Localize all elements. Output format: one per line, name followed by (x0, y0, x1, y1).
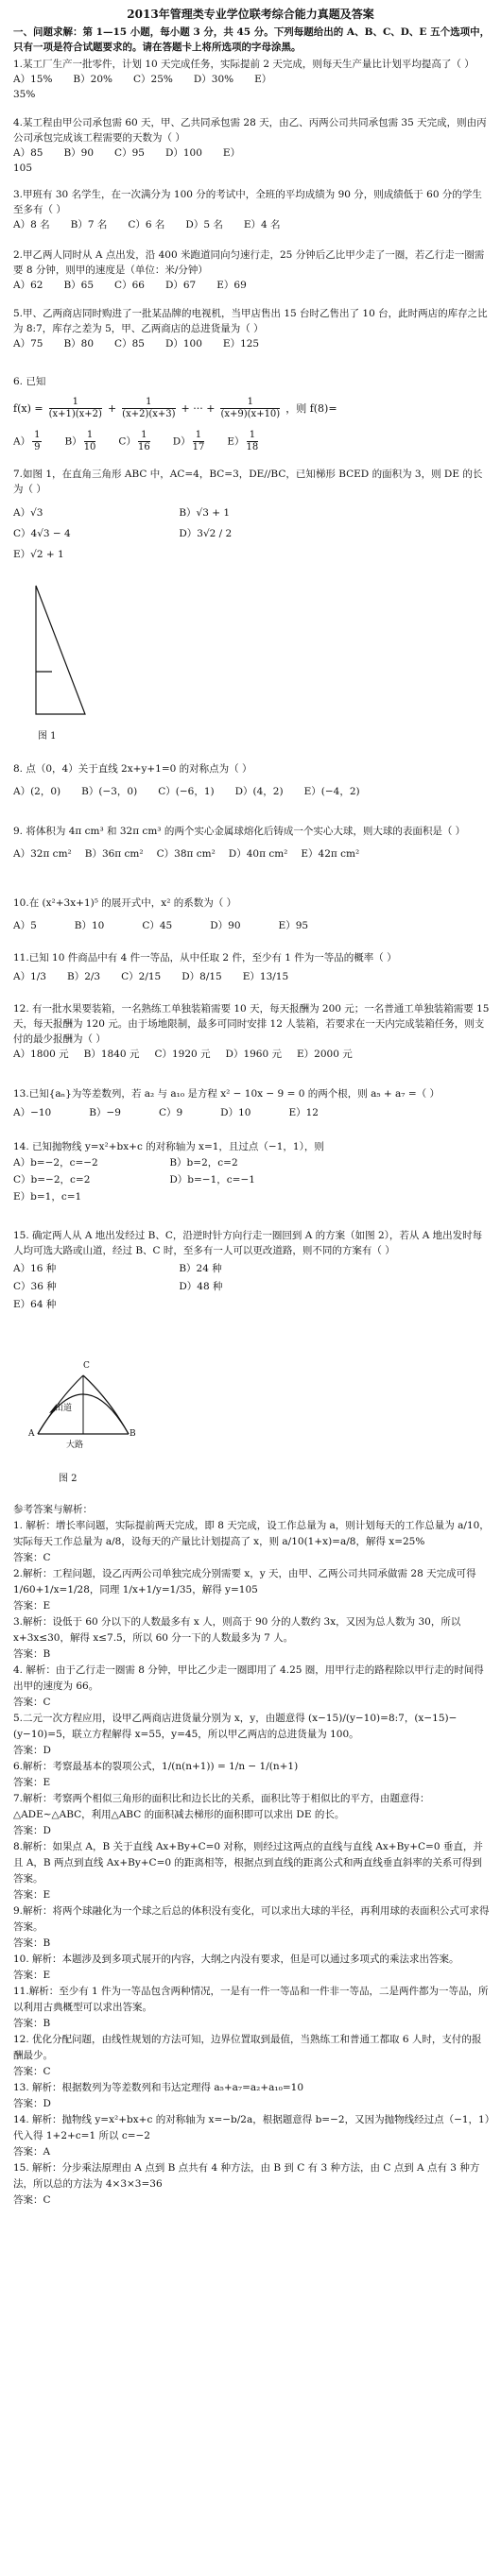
option: B）80 (63, 338, 95, 350)
option: B）20% (73, 74, 112, 85)
option: C）66 (114, 280, 145, 291)
option: D）48 种 (179, 1281, 223, 1292)
point-b-label: B (130, 1429, 136, 1439)
explanation: 4. 解析：由于乙行走一圈需 8 分钟，甲比乙少走一圈即用了 4.25 圈，用甲行走的路程除以甲行走的时间得出甲的速度为 66。 (13, 1664, 484, 1692)
option: D）10 (220, 1107, 251, 1118)
question-stem: 5.甲、乙两商店同时购进了一批某品牌的电视机，当甲店售出 15 台时乙售出了 10 台，此时两店的库存之比为 8:7，库存之差为 5，甲、乙两商店的总进货量为（ ） (13, 308, 488, 334)
question-12 (13, 1001, 491, 1062)
answer-key: 答案：A (13, 2146, 51, 2158)
option: D）67 (164, 280, 197, 291)
option: B）√3 + 1 (179, 507, 231, 519)
option: D）40π cm² (228, 848, 288, 860)
option: A）16 种 (13, 1263, 57, 1274)
answer-key: 答案：D (13, 1745, 51, 1756)
explanation: 14. 解析：抛物线 y=x²+bx+c 的对称轴为 x=−b/2a，根据题意得 b=−2，又因为抛物线经过点（−1，1）代入得 1+2+c=1 所以 c=−2 (13, 2114, 490, 2141)
explanation: 7.解析：考察两个相似三角形的面积比和边长比的关系，面积比等于相似比的平方，由题意得：△ADE∼△ABC，利用△ABC 的面积减去梯形的面积即可以求出 DE 的长。 (13, 1793, 430, 1820)
option: E）2000 元 (297, 1049, 353, 1060)
question-stem: 2.甲乙两人同时从 A 点出发，沿 400 米跑道同向匀速行走，25 分钟后乙比甲少走了一圈，若乙行走一圈需要 8 分钟，则甲的速度是（单位：米/分钟） (13, 249, 485, 276)
option: D）5 名 (185, 219, 223, 230)
option: C）36 种 (13, 1281, 57, 1292)
option: D）90 (210, 920, 241, 931)
option: E）42π cm² (301, 848, 360, 860)
option: B）10 (74, 920, 105, 931)
answer-key: 答案：E (13, 1970, 51, 1981)
option: E）(−4，2) (303, 786, 360, 797)
ellipsis: + ··· + (181, 401, 216, 415)
question-2 (13, 247, 491, 293)
option: A）32π cm² (13, 848, 72, 860)
figure-1-caption: 图 1 (38, 731, 57, 742)
option: A） $\frac{1}{9}$ (13, 430, 41, 452)
option: E）64 种 (13, 1299, 57, 1310)
explanation: 9.解析：将两个球融化为一个球之后总的体积没有变化，可以求出大球的半径，再利用球的表面积公式可求得答案。 (13, 1905, 490, 1933)
option: A）62 (13, 280, 43, 291)
answers-section (13, 1502, 491, 2209)
option: D）100 (164, 338, 202, 350)
function-definition: f(x) = $\frac{1}{(x+1)(x+2)}$ + $\frac{1}{(x+2)(x+3)}$ + ··· + $\frac{1}{(x+9)(x+10)}$ ，则 f(8)= (13, 397, 337, 419)
option: B）24 种 (179, 1263, 222, 1274)
mountain-road-label: 山道 (55, 1404, 73, 1413)
answer-key: 答案：C (13, 2194, 51, 2206)
answer-key: 答案：B (13, 1937, 51, 1949)
option: E） (254, 74, 272, 85)
question-stem: 15. 确定两人从 A 地出发经过 B、C，沿逆时针方向行走一圈回到 A 的方案（如图 2），若从 A 地出发时每人均可选大路或山道，经过 B、C 时，至多有一人可以更改道路，则不同的方案有（ ） (13, 1230, 483, 1256)
option: A）1800 元 (13, 1049, 69, 1060)
question-stem: 12. 有一批水果要装箱，一名熟练工单独装箱需要 10 天，每天报酬为 200 元；一名普通工单独装箱需要 15 天，每天报酬为 120 元。由于场地限制，最多可同时安排 12 人装箱，若要求在一天内完成装箱任务，则支付的最少报酬为（ ） (13, 1003, 490, 1045)
question-1 (13, 57, 491, 102)
question-6 (13, 374, 491, 453)
question-8 (13, 761, 491, 799)
option: C）b=−2，c=2 (13, 1174, 91, 1186)
answer-key: 答案：B (13, 2018, 51, 2029)
fraction-term-3: $\frac{1}{(x+9)(x+10)}$ (220, 397, 281, 419)
question-13 (13, 1086, 491, 1120)
question-4 (13, 115, 491, 176)
option: B）−9 (89, 1107, 121, 1118)
option: C）95 (114, 147, 145, 159)
explanation: 2.解析：工程问题，设乙丙两公司单独完成分别需要 x，y 天，由甲、乙两公司共同承做需 28 天完成可得 1/60+1/x=1/28，同理 1/x+1/y=1/35，解得 y=105 (13, 1568, 476, 1595)
f8-prompt: ，则 f(8)= (285, 401, 337, 415)
option: D） $\frac{1}{17}$ (172, 430, 205, 452)
explanation: 5.二元一次方程应用，设甲乙两商店进货量分别为 x，y，由题意得 (x−15)/(y−10)=8:7，(x−15)−(y−10)=5，联立方程解得 x=55，y=45，所以甲乙两店的总进货量为 100。 (13, 1713, 458, 1740)
question-label: 6. 已知 (13, 376, 46, 387)
question-stem: 13.已知{aₙ}为等差数列，若 a₂ 与 a₁₀ 是方程 x² − 10x − 9 = 0 的两个根，则 a₅ + a₇ =（ ） (13, 1088, 440, 1100)
option: C）1920 元 (154, 1049, 211, 1060)
question-stem: 4.某工程由甲公司承包需 60 天，甲、乙共同承包需 28 天，由乙、丙两公司共同承包需 35 天完成，则由丙公司承包完成该工程需要的天数为（ ） (13, 117, 487, 144)
option: C） $\frac{1}{16}$ (118, 430, 150, 452)
question-14 (13, 1139, 491, 1205)
question-stem: 9. 将体积为 4π cm³ 和 32π cm³ 的两个实心金属球熔化后铸成一个实心大球，则大球的表面积是（ ） (13, 826, 466, 837)
doc-title: 2013年管理类专业学位联考综合能力真题及答案 (127, 8, 374, 21)
question-stem: 11.已知 10 件商品中有 4 件一等品，从中任取 2 件，至少有 1 件为一等品的概率（ ） (13, 952, 397, 964)
option: A）b=−2，c=−2 (13, 1157, 98, 1169)
figure-2-route (26, 1360, 140, 1466)
explanation: 12. 优化分配问题，由线性规划的方法可知，边界位置取到最值，当熟练工和普通工都取 6 人时，支付的报酬最少。 (13, 2034, 482, 2061)
point-c-label: C (83, 1361, 90, 1371)
option: B）1840 元 (83, 1049, 140, 1060)
explanation: 15. 解析：分步乘法原理由 A 点到 B 点共有 4 种方法，由 B 到 C 有 3 种方法，由 C 点到 A 点有 3 种方法，所以总的方法为 4×3×3=36 (13, 2162, 480, 2190)
fraction-term-1: $\frac{1}{(x+1)(x+2)}$ (48, 397, 102, 419)
option: D）30% (193, 74, 234, 85)
answer-key: 答案：E (13, 1777, 51, 1788)
option: C）25% (132, 74, 173, 85)
option: B）36π cm² (84, 848, 144, 860)
question-stem: 3.甲班有 30 名学生，在一次满分为 100 分的考试中，全班的平均成绩为 90 分，则成绩低于 60 分的学生至多有（ ） (13, 189, 482, 215)
fx-label: f(x) = (13, 401, 43, 415)
explanation: 8.解析：如果点 A，B 关于直线 Ax+By+C=0 对称，则经过这两点的直线与直线 Ax+By+C=0 垂直，并且 A，B 两点到直线 Ax+By+C=0 的距离相等，根据点到直线的距离公式和两直线垂直斜率的关系可得到答案。 (13, 1841, 483, 1885)
option-tail: 105 (13, 162, 33, 174)
option: A）(2，0) (13, 786, 61, 797)
option: E）13/15 (242, 971, 289, 982)
answer-key: 答案：C (13, 1697, 51, 1708)
option: C）85 (114, 338, 145, 350)
answer-key: 答案：E (13, 1889, 51, 1901)
explanation: 13. 解析：根据数列为等差数列和韦达定理得 a₅+a₇=a₂+a₁₀=10 (13, 2082, 304, 2093)
figure-2-caption: 图 2 (59, 1474, 78, 1484)
q6-options (13, 430, 491, 453)
option: C）45 (142, 920, 173, 931)
question-stem: 14. 已知抛物线 y=x²+bx+c 的对称轴为 x=1，且过点（−1，1），则 (13, 1141, 324, 1152)
explanation: 10. 解析：本题涉及到多项式展开的内容，大纲之内没有要求，但是可以通过多项式的乘法求出答案。 (13, 1953, 459, 1965)
question-3 (13, 187, 491, 232)
option: C）2/15 (121, 971, 162, 982)
explanation: 3.解析：设低于 60 分以下的人数最多有 x 人，则高于 90 分的人数约 3x，又因为总人数为 30，所以 x+3x≤30，解得 x≤7.5，所以 60 分一下的人数最多为 7 人。 (13, 1616, 461, 1644)
answer-key: 答案：D (13, 1825, 51, 1836)
option: E）69 (216, 280, 247, 291)
option: A）−10 (13, 1107, 52, 1118)
option: A）√3 (13, 507, 43, 519)
question-stem: 10.在 (x²+3x+1)⁵ 的展开式中，x² 的系数为（ ） (13, 897, 237, 909)
option: A）75 (13, 338, 43, 350)
explanation: 6.解析：考察最基本的裂项公式，1/(n(n+1)) = 1/n − 1/(n+1) (13, 1761, 299, 1772)
option: C）4√3 − 4 (13, 528, 71, 539)
option: B） $\frac{1}{10}$ (64, 430, 96, 452)
option: E）125 (222, 338, 260, 350)
option: C）(−6，1) (158, 786, 215, 797)
option: A）15% (13, 74, 53, 85)
answers-heading: 参考答案与解析： (13, 1504, 93, 1515)
option: A）85 (13, 147, 43, 159)
question-11 (13, 950, 491, 984)
option: D）(4，2) (234, 786, 284, 797)
question-stem: 7.如图 1，在直角三角形 ABC 中，AC=4，BC=3，DE//BC，已知梯形 BCED 的面积为 3，则 DE 的长为（ ） (13, 469, 483, 495)
option: A）5 (13, 920, 37, 931)
option: C）38π cm² (156, 848, 216, 860)
option: B）b=2，c=2 (169, 1157, 238, 1169)
question-5 (13, 306, 491, 351)
fraction-term-2: $\frac{1}{(x+2)(x+3)}$ (122, 397, 176, 419)
option: E）12 (288, 1107, 319, 1118)
point-a-label: A (28, 1429, 35, 1439)
answer-key: 答案：C (13, 2066, 51, 2077)
option: A）1/3 (13, 971, 46, 982)
answer-key: 答案：D (13, 2098, 51, 2109)
option: C）6 名 (128, 219, 165, 230)
option: D）8/15 (181, 971, 222, 982)
main-road-label: 大路 (66, 1441, 84, 1450)
option: B）65 (63, 280, 95, 291)
option: E）√2 + 1 (13, 549, 64, 560)
option: A）8 名 (13, 219, 50, 230)
explanation: 11.解析：至少有 1 件为一等品包含两种情况，一是有一件一等品和一件非一等品，二是两件都为一等品，所以利用古典概型可以求出答案。 (13, 1986, 489, 2013)
option: D）100 (164, 147, 202, 159)
question-15 (13, 1228, 491, 1314)
question-stem: 1.某工厂生产一批零件，计划 10 天完成任务，实际提前 2 天完成，则每天生产量比计划平均提高了（ ） (13, 59, 475, 70)
question-10 (13, 896, 491, 933)
option: D）3√2 / 2 (179, 528, 233, 539)
explanation: 1. 解析：增长率问题，实际提前两天完成，即 8 天完成，设工作总量为 a，则计划每天的工作总量为 a/10，实际每天工作总量为 a/8，设每天的产量比计划提高了 x，则 a/10(1+x)=a/8，解得 x=25% (13, 1520, 490, 1547)
option-tail: 35% (13, 89, 36, 100)
section-heading: 一、问题求解：第 1—15 小题，每小题 3 分，共 45 分。下列每题给出的 A、B、C、D、E 五个选项中，只有一项是符合试题要求的。请在答题卡上将所选项的字母涂黑。 (13, 26, 491, 53)
option: C）9 (158, 1107, 183, 1118)
answer-key: 答案：E (13, 1600, 51, 1612)
option: D）1960 元 (225, 1049, 283, 1060)
option: E） (222, 147, 241, 159)
option: D）b=−1，c=−1 (169, 1174, 255, 1186)
option: E）b=1，c=1 (13, 1191, 82, 1203)
option: B）90 (63, 147, 95, 159)
option: E）95 (278, 920, 309, 931)
option: B）(−3，0) (81, 786, 138, 797)
question-9 (13, 824, 491, 862)
option: B）2/3 (66, 971, 101, 982)
option: E）4 名 (243, 219, 281, 230)
answer-key: 答案：B (13, 1648, 51, 1660)
question-7 (13, 467, 491, 565)
option: E） $\frac{1}{18}$ (227, 430, 259, 452)
option: B）7 名 (70, 219, 108, 230)
answer-key: 答案：C (13, 1552, 51, 1563)
question-stem: 8. 点（0，4）关于直线 2x+y+1=0 的对称点为（ ） (13, 763, 252, 775)
figure-1-triangle (28, 582, 95, 724)
